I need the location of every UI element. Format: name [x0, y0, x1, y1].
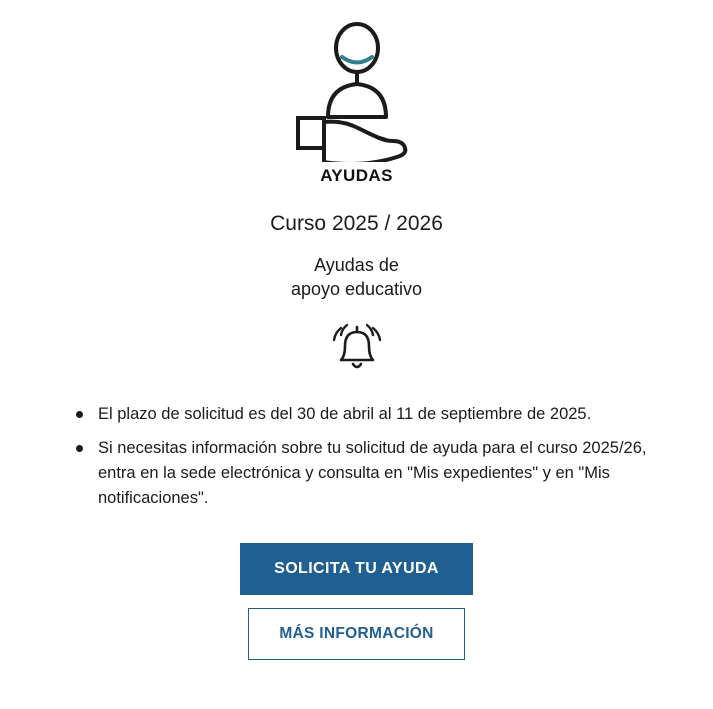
more-info-button[interactable]: MÁS INFORMACIÓN — [248, 608, 464, 660]
list-item: El plazo de solicitud es del 30 de abril al 11 de septiembre de 2025. — [76, 402, 677, 427]
course-year: Curso 2025 / 2026 — [270, 212, 443, 235]
subtitle-line-2: apoyo educativo — [290, 279, 423, 300]
notices-list — [30, 402, 683, 521]
hand-holding-person-icon — [282, 22, 432, 162]
subtitle-line-1: Ayudas de — [314, 255, 399, 275]
page-subtitle — [291, 253, 422, 302]
list-item: Si necesitas información sobre tu solicitud de ayuda para el curso 2025/26, entra en la sede electrónica y consulta en "Mis expedientes" y en "Mis notificaciones". — [76, 436, 677, 512]
ringing-bell-icon — [325, 318, 389, 380]
icon-caption: AYUDAS — [320, 166, 393, 185]
action-buttons — [240, 543, 473, 660]
request-aid-button[interactable]: SOLICITA TU AYUDA — [240, 543, 473, 595]
